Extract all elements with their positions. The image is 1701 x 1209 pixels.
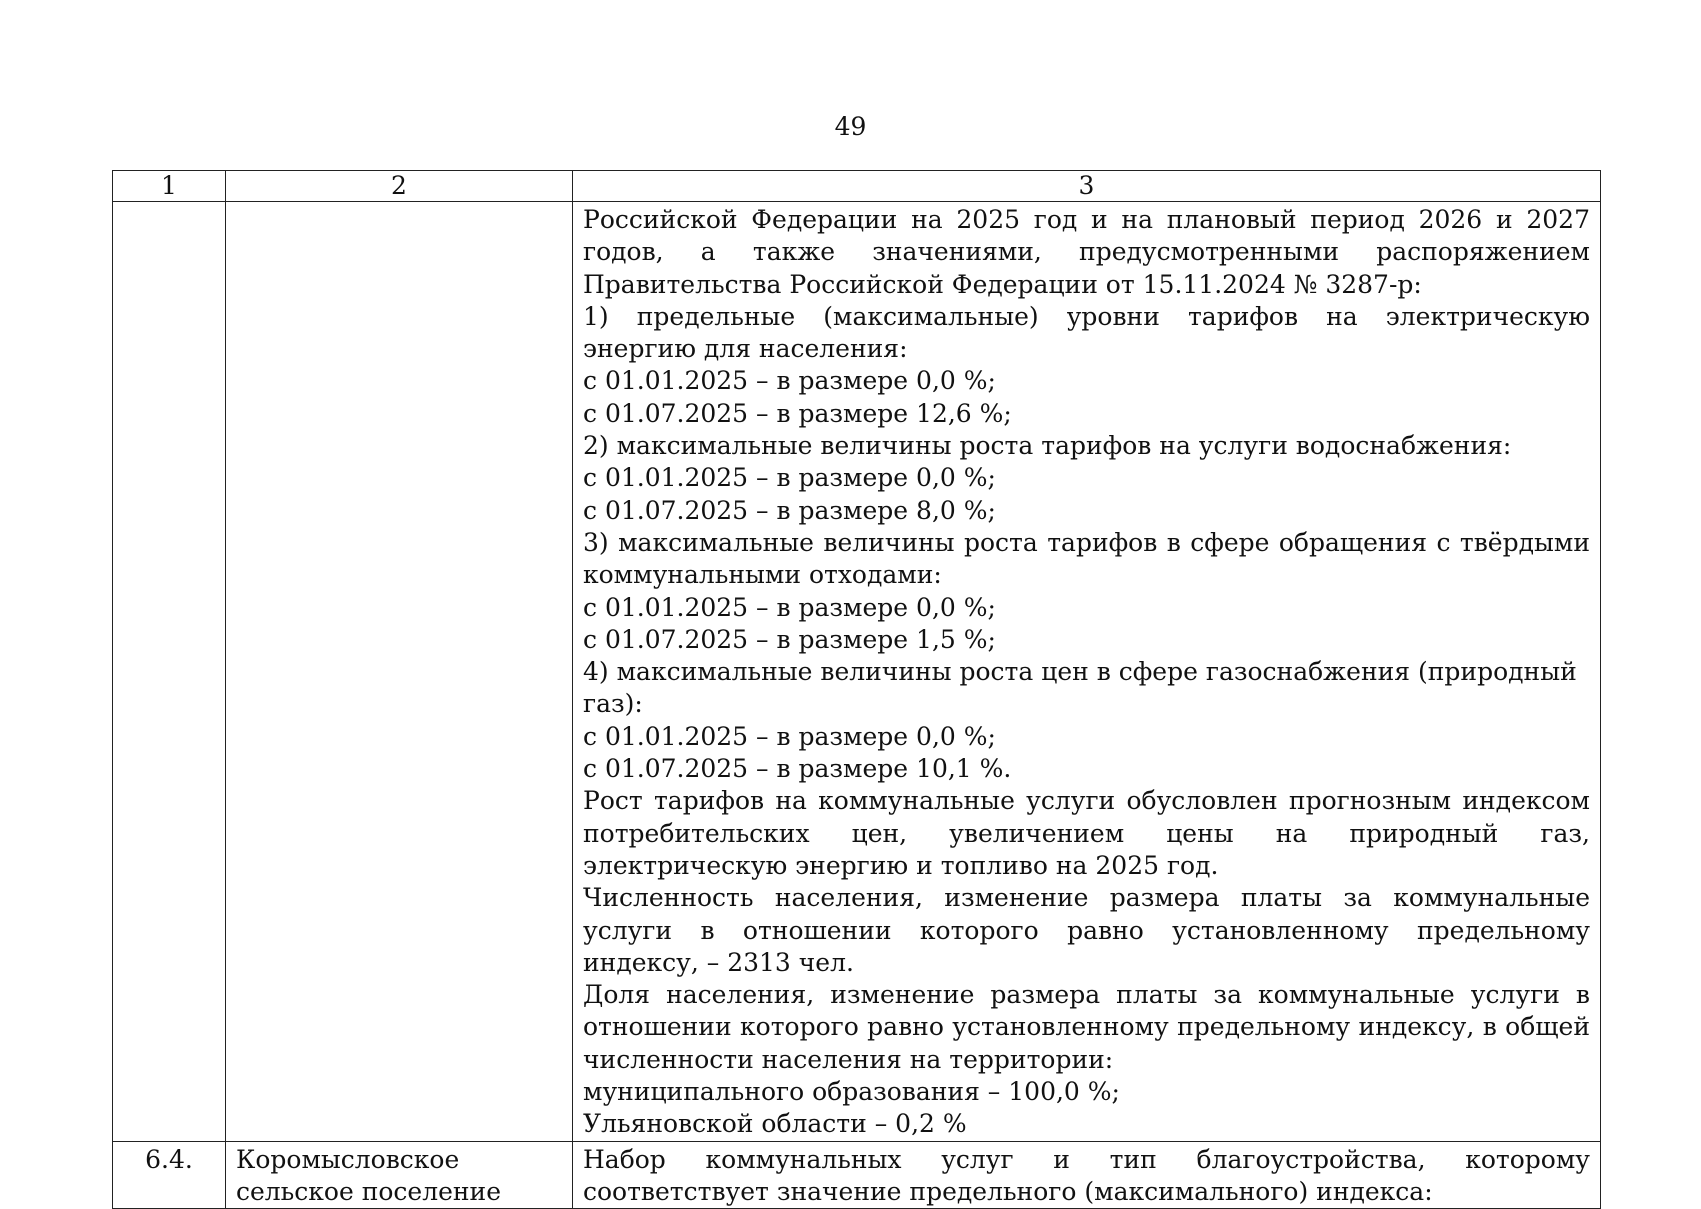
paragraph: Рост тарифов на коммунальные услуги обусловлен прогнозным индексом потребительских цен, увеличением цены на природный газ, электрическую энергию и топливо на 2025 год.: [583, 786, 1590, 880]
tariff-table: [112, 170, 1601, 1209]
paragraph: с 01.07.2025 – в размере 12,6 %;: [583, 398, 1012, 428]
paragraph: с 01.01.2025 – в размере 0,0 %;: [583, 721, 996, 751]
row-description-cell: [573, 202, 1601, 1142]
paragraph: с 01.01.2025 – в размере 0,0 %;: [583, 592, 996, 622]
header-col-3: 3: [573, 171, 1601, 202]
paragraph: 4) максимальные величины роста цен в сфере газоснабжения (природный газ):: [583, 657, 1577, 719]
table-row-6-4: [113, 1141, 1601, 1209]
table-row-continued: [113, 202, 1601, 1142]
paragraph: муниципального образования – 100,0 %;: [583, 1077, 1120, 1107]
paragraph: Численность населения, изменение размера платы за коммунальные услуги в отношении которого равно установленному предельному индексу, – 2313 чел.: [583, 883, 1590, 977]
paragraph: с 01.07.2025 – в размере 10,1 %.: [583, 754, 1012, 784]
paragraph: Набор коммунальных услуг и тип благоустройства, которому соответствует значение предельного (максимального) индекса:: [583, 1144, 1590, 1206]
row-name-cell: Коромысловское сельское поселение: [226, 1141, 573, 1209]
paragraph: с 01.07.2025 – в размере 1,5 %;: [583, 624, 996, 654]
row-number-cell: [113, 202, 226, 1142]
paragraph: Российской Федерации на 2025 год и на плановый период 2026 и 2027 годов, а также значениями, предусмотренными распоряжением Правительства Российской Федерации от 15.11.2024 № 3287-р:: [583, 205, 1590, 299]
paragraph: 2) максимальные величины роста тарифов на услуги водоснабжения:: [583, 431, 1512, 461]
header-col-1: 1: [113, 171, 226, 202]
paragraph: с 01.01.2025 – в размере 0,0 %;: [583, 366, 996, 396]
paragraph: Ульяновской области – 0,2 %: [583, 1109, 967, 1139]
row-name-cell: [226, 202, 573, 1142]
page-number: 49: [834, 112, 867, 141]
table-header-row: [113, 171, 1601, 202]
paragraph: с 01.07.2025 – в размере 8,0 %;: [583, 495, 996, 525]
row-description-cell: [573, 1141, 1601, 1209]
paragraph: Доля населения, изменение размера платы за коммунальные услуги в отношении которого равно установленному предельному индексу, в общей численности населения на территории:: [583, 980, 1590, 1074]
paragraph: 1) предельные (максимальные) уровни тарифов на электрическую энергию для населения:: [583, 301, 1590, 364]
header-col-2: 2: [226, 171, 573, 202]
paragraph: 3) максимальные величины роста тарифов в сфере обращения с твёрдыми коммунальными отходами:: [583, 527, 1590, 590]
paragraph: с 01.01.2025 – в размере 0,0 %;: [583, 463, 996, 493]
row-number-cell: 6.4.: [113, 1141, 226, 1209]
